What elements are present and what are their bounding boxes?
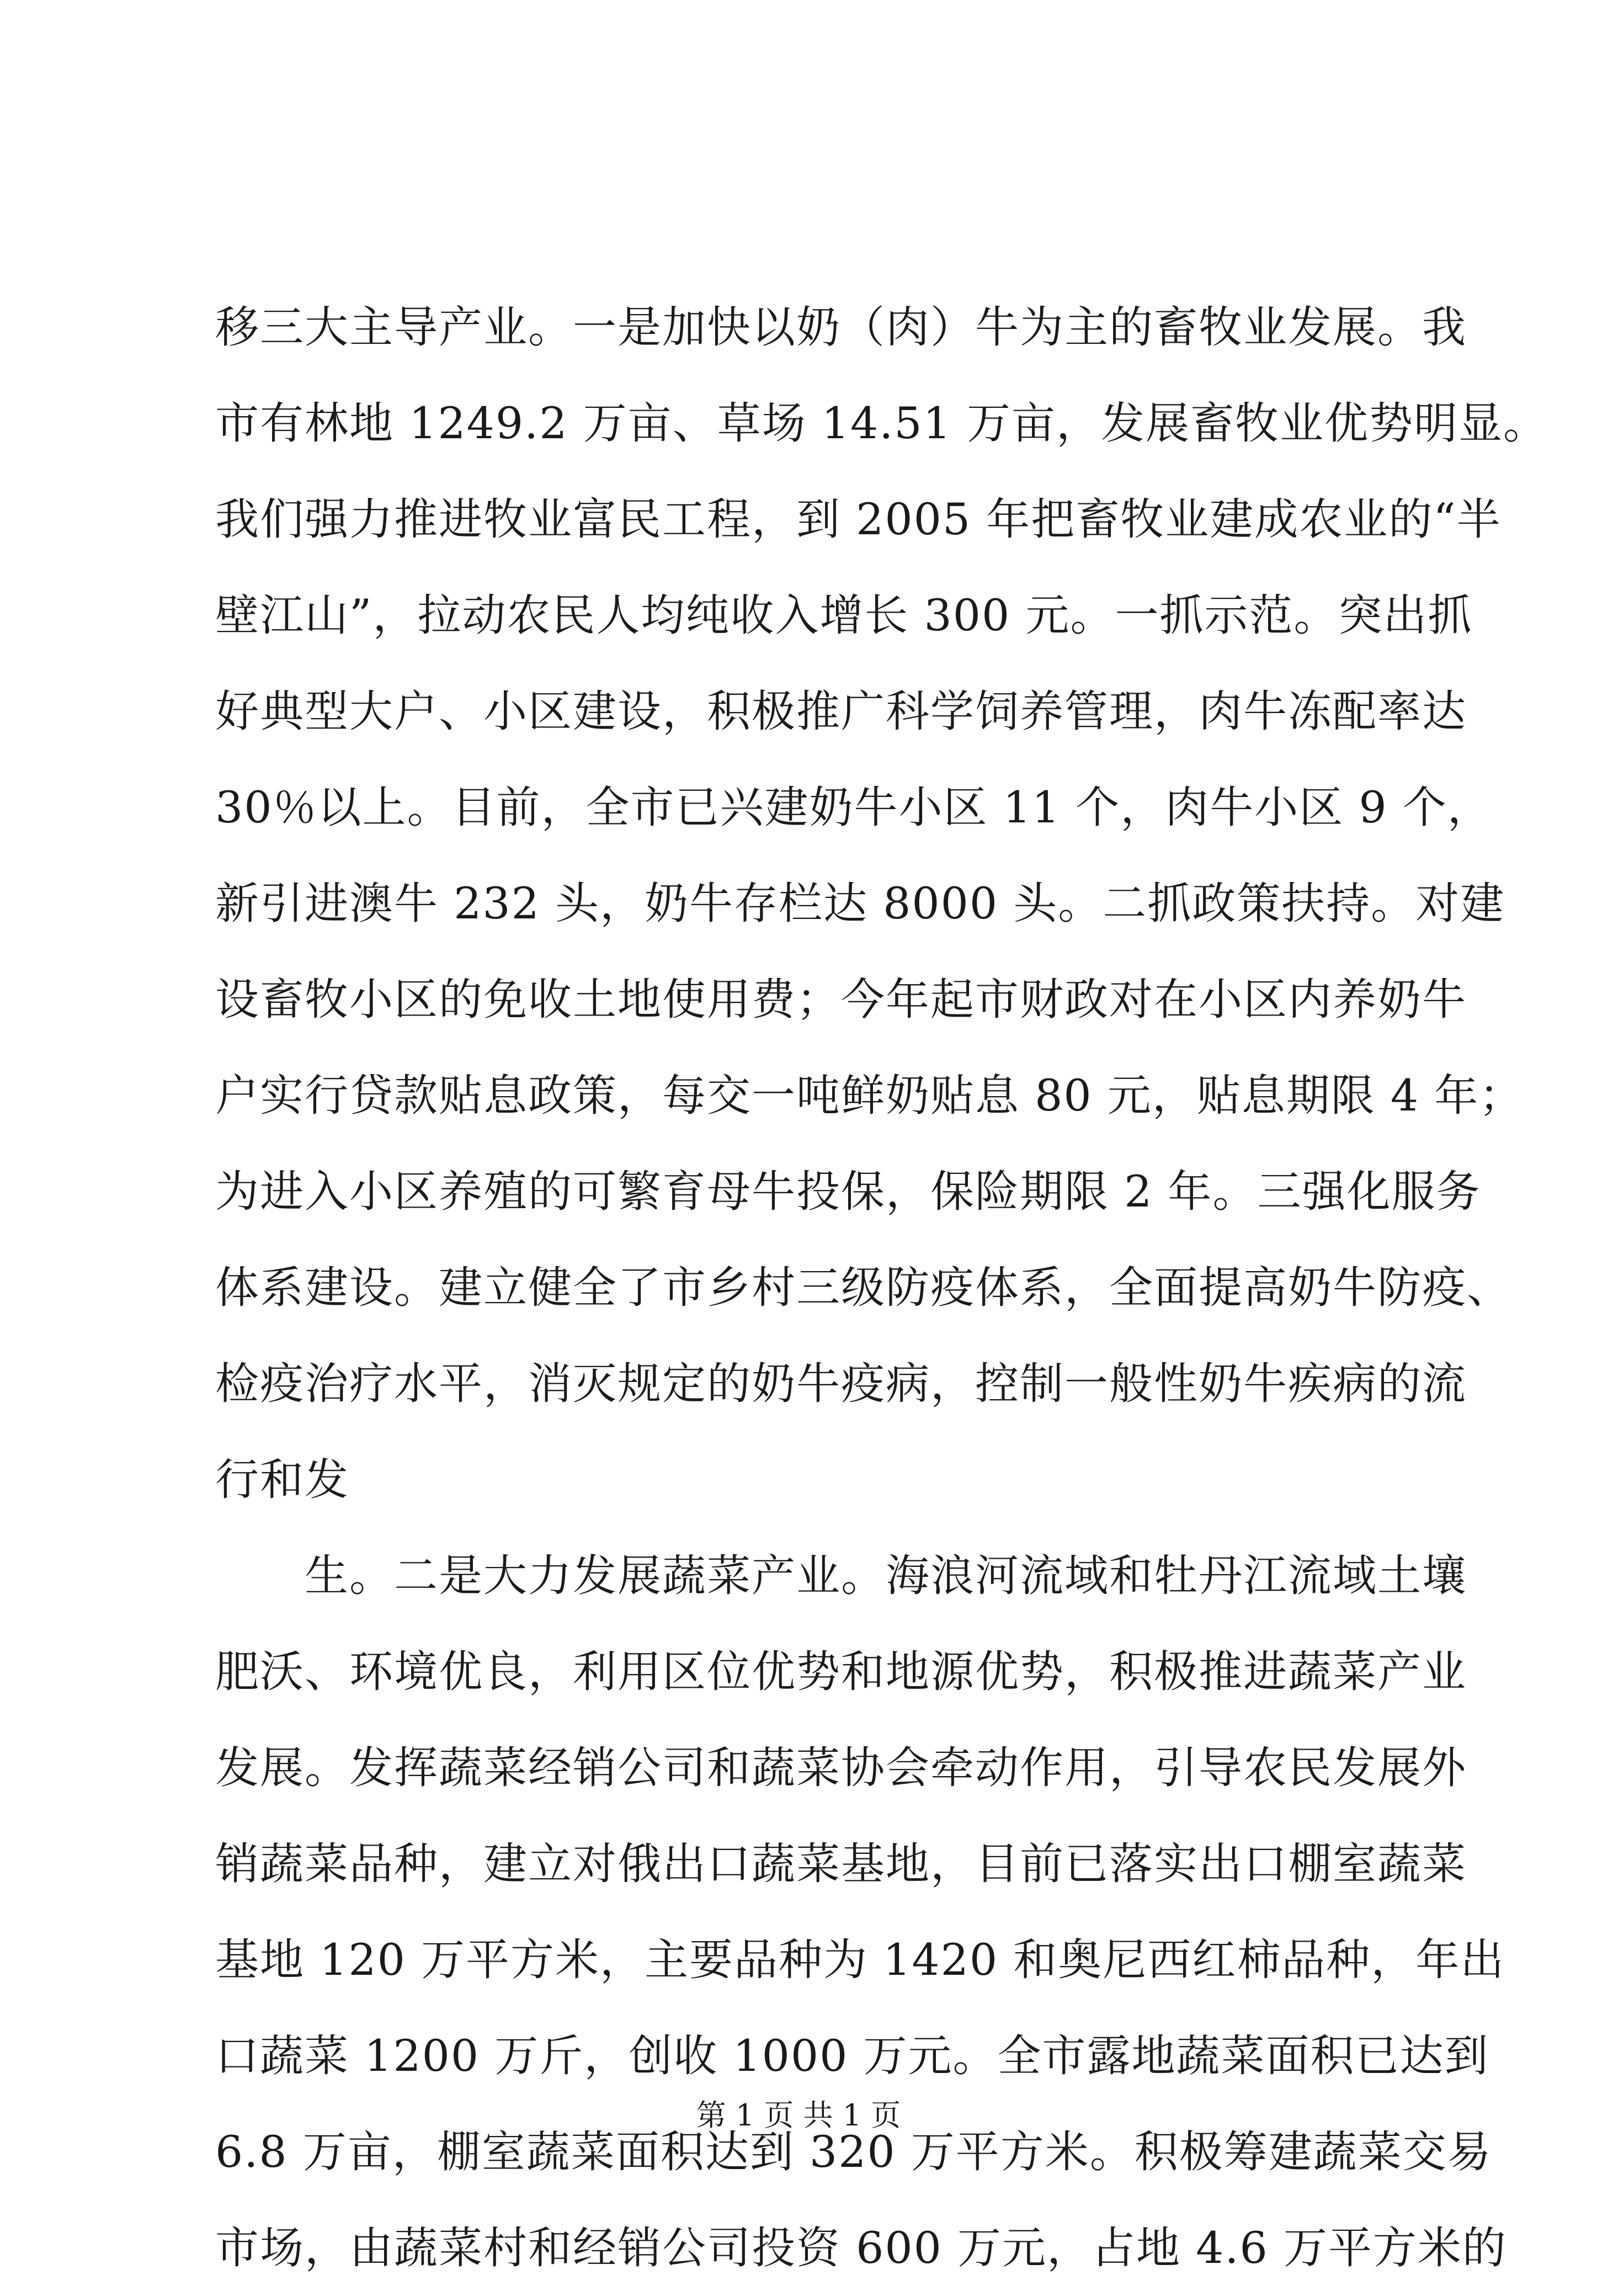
text-line: 市场，由蔬菜村和经销公司投资 600 万元，占地 4.6 万平方米的: [215, 2223, 1507, 2273]
text-line: 基地 120 万平方米，主要品种为 1420 和奥尼西红柿品种，年出: [215, 1934, 1505, 1985]
text-line: 销蔬菜品种，建立对俄出口蔬菜基地，目前已落实出口棚室蔬菜: [215, 1838, 1467, 1889]
text-line: 6.8 万亩，棚室蔬菜面积达到 320 万平方米。积极筹建蔬菜交易: [215, 2127, 1492, 2177]
body-text: [215, 279, 1548, 2296]
text-line: 移三大主导产业。一是加快以奶（肉）牛为主的畜牧业发展。我: [215, 302, 1467, 353]
text-line: 行和发: [215, 1454, 349, 1505]
text-line: 市有林地 1249.2 万亩、草场 14.51 万亩，发展畜牧业优势明显。: [215, 398, 1548, 449]
text-line: 生。二是大力发展蔬菜产业。海浪河流域和牡丹江流域土壤: [215, 1550, 1467, 1601]
page-footer: 第 1 页 共 1 页: [696, 2098, 901, 2133]
text-line: 好典型大户、小区建设，积极推广科学饲养管理，肉牛冻配率达: [215, 686, 1467, 737]
text-line: 口蔬菜 1200 万斤，创收 1000 万元。全市露地蔬菜面积已达到: [215, 2031, 1489, 2081]
text-line: 30％以上。目前，全市已兴建奶牛小区 11 个，肉牛小区 9 个，: [215, 782, 1492, 833]
text-line: 户实行贷款贴息政策，每交一吨鲜奶贴息 80 元，贴息期限 4 年；: [215, 1070, 1524, 1121]
text-line: 肥沃、环境优良，利用区位优势和地源优势，积极推进蔬菜产业: [215, 1646, 1467, 1697]
text-line: 体系建设。建立健全了市乡村三级防疫体系，全面提高奶牛防疫、: [215, 1262, 1511, 1313]
text-line: 新引进澳牛 232 头，奶牛存栏达 8000 头。二抓政策扶持。对建: [215, 878, 1505, 929]
text-line: 我们强力推进牧业富民工程，到 2005 年把畜牧业建成农业的“半: [215, 494, 1502, 545]
text-line: 壁江山”，拉动农民人均纯收入增长 300 元。一抓示范。突出抓: [215, 590, 1473, 641]
text-line: 发展。发挥蔬菜经销公司和蔬菜协会牵动作用，引导农民发展外: [215, 1742, 1467, 1793]
text-line: 为进入小区养殖的可繁育母牛投保，保险期限 2 年。三强化服务: [215, 1166, 1481, 1217]
text-line: 设畜牧小区的免收土地使用费；今年起市财政对在小区内养奶牛: [215, 974, 1467, 1025]
text-line: 检疫治疗水平，消灭规定的奶牛疫病，控制一般性奶牛疾病的流: [215, 1358, 1467, 1409]
